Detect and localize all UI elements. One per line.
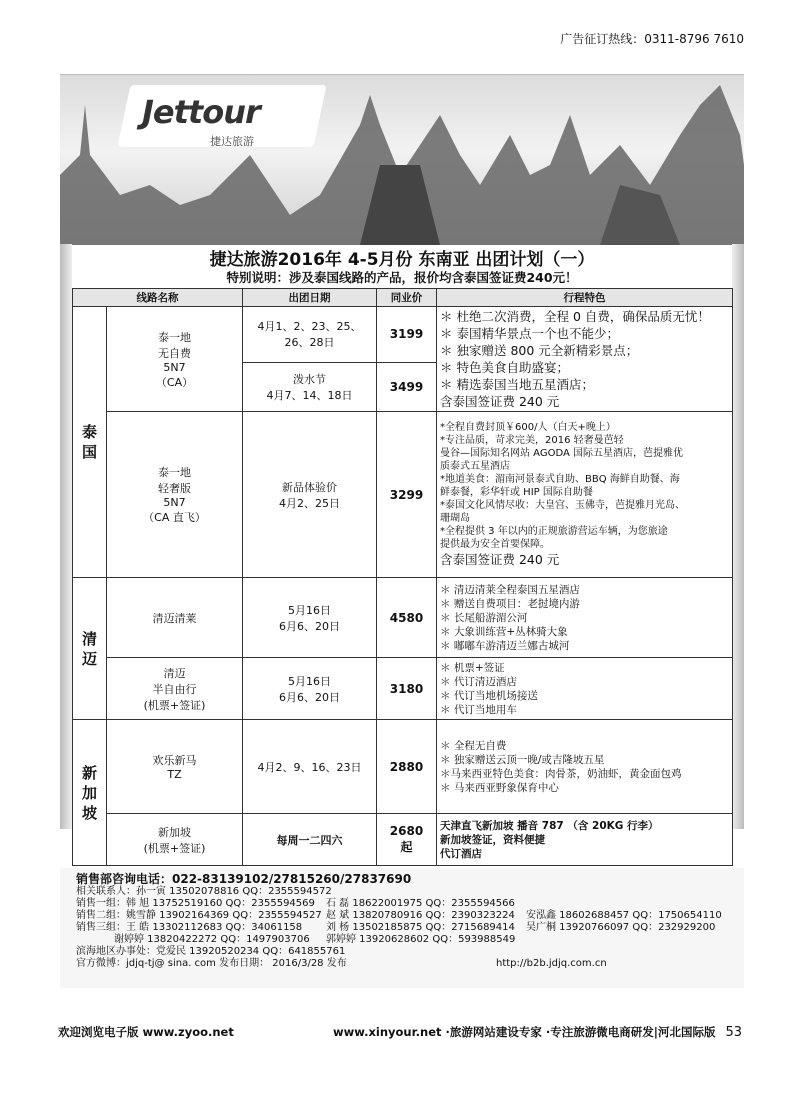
contact-line: 相关联系人：孙一寅 13502078816 QQ：2355594572 — [76, 886, 332, 897]
price: 3499 — [377, 362, 437, 411]
price: 3199 — [377, 307, 437, 363]
table-row — [73, 578, 733, 658]
right-decor — [732, 244, 744, 829]
route-name: 清迈 半自由行 (机票+签证) — [107, 658, 243, 720]
ad-hotline: 广告征订热线：0311-8796 7610 — [560, 32, 744, 46]
depart-date: 泼水节 4月7、14、18日 — [243, 362, 377, 411]
depart-date: 5月16日 6月6、20日 — [243, 658, 377, 720]
contact-line: 滨海地区办事处：党爱民 13920520234 QQ：641855761 — [76, 946, 346, 957]
region-chiangmai: 清 迈 — [73, 578, 107, 720]
table-row — [73, 412, 733, 578]
depart-date: 5月16日 6月6、20日 — [243, 578, 377, 658]
sales-hotline: 销售部咨询电话：022-83139102/27815260/27837690 — [76, 872, 412, 886]
header-price: 同业价 — [377, 289, 437, 307]
price: 2880 — [377, 720, 437, 814]
itinerary-table — [72, 288, 733, 866]
depart-date: 4月1、2、23、25、 26、28日 — [243, 307, 377, 363]
itinerary-section — [72, 244, 732, 866]
route-name: 欢乐新马 TZ — [107, 720, 243, 814]
price: 3299 — [377, 412, 437, 578]
logo-text: Jettour — [142, 93, 260, 131]
header-date: 出团日期 — [243, 289, 377, 307]
left-decor — [60, 244, 72, 829]
contact-section — [76, 872, 726, 970]
depart-date: 新品体验价 4月2、25日 — [243, 412, 377, 578]
logo-subtext: 捷达旅游 — [210, 135, 254, 148]
price: 3180 — [377, 658, 437, 720]
table-header — [73, 289, 733, 307]
features: ＊ 机票+签证 ＊ 代订清迈酒店 ＊ 代订当地机场接送 ＊ 代订当地用车 — [437, 658, 733, 720]
depart-date: 每周一二四六 — [243, 814, 377, 866]
table-row — [73, 720, 733, 814]
header-route: 线路名称 — [73, 289, 243, 307]
footer-left: 欢迎浏览电子版 www.zyoo.net — [58, 1025, 234, 1039]
route-name: 泰一地 无自费 5N7 （CA） — [107, 307, 243, 412]
features: ＊ 杜绝二次消费，全程 0 自费，确保品质无忧！ ＊ 泰国精华景点一个也不能少； ＊ 独家赠送 800 元全新精彩景点； ＊ 特色美食自助盛宴； ＊ 精选泰国当地五星酒店； 含泰国签证费 240 元 — [437, 307, 733, 412]
header-feature: 行程特色 — [437, 289, 733, 307]
contact-line: 销售三组：王 皓 13302112683 QQ：34061158 刘 杨 13502185875 QQ：2715689414 吴广桐 13920766097 QQ：232929200 — [76, 922, 716, 933]
features: ＊ 全程无自费 ＊ 独家赠送云顶一晚/或吉隆坡五星 ＊马来西亚特色美食：肉骨茶，奶油虾，黄金面包鸡 ＊ 马来西亚野象保育中心 — [437, 720, 733, 814]
route-name: 新加坡 (机票+签证) — [107, 814, 243, 866]
contact-line: 谢婷婷 13820422272 QQ：1497903706 郭婷婷 13920628602 QQ：593988549 — [114, 934, 516, 945]
banner-image — [60, 74, 744, 245]
region-singapore: 新 加 坡 — [73, 720, 107, 866]
table-row — [73, 814, 733, 866]
page-number: 53 — [725, 1025, 742, 1040]
price: 2680 起 — [377, 814, 437, 866]
page-footer — [58, 1024, 742, 1040]
page-subtitle: 特别说明：涉及泰国线路的产品，报价均含泰国签证费240元！ — [226, 270, 578, 285]
route-name: 泰一地 轻奢版 5N7 （CA 直飞） — [107, 412, 243, 578]
route-name: 清迈清莱 — [107, 578, 243, 658]
table-row — [73, 307, 733, 363]
table-row — [73, 658, 733, 720]
features: 天津直飞新加坡 播音 787 （含 20KG 行李） 新加坡签证，资料便捷 代订酒店 — [437, 814, 733, 866]
contact-line: 销售一组：韩 旭 13752519160 QQ：2355594569 石 磊 18622001975 QQ：2355594566 — [76, 898, 515, 909]
features: *全程自费封顶￥600/人（白天+晚上） *专注品质，苛求完美，2016 轻奢曼芭轻 曼谷—国际知名网站 AGODA 国际五星酒店，芭提雅优 质泰式五星酒店 *地道美食：湄南河景泰式自助、BBQ 海鲜自助餐、海 鲜泰餐，彩华轩或 HIP 国际自助餐 *泰国文化风情尽收：大皇宫、玉佛寺，芭提雅月光岛、 珊瑚岛 *全程提供 3 年以内的正规旅游营运车辆，为您旅途 提供最为安全首要保障。 含泰国签证费 240 元 — [437, 412, 733, 578]
features: ＊ 清迈清莱全程泰国五星酒店 ＊ 赠送自费项目：老挝境内游 ＊ 长尾船游湄公河 ＊ 大象训练营+丛林骑大象 ＊ 嘟嘟车游清迈兰娜古城河 — [437, 578, 733, 658]
contact-line: 销售二组：姚雪静 13902164369 QQ：2355594527 赵 斌 13820780916 QQ：2390323224 安泓鑫 18602688457 QQ：1750654110 — [76, 910, 722, 921]
price: 4580 — [377, 578, 437, 658]
page-title: 捷达旅游2016年 4-5月份 东南亚 出团计划（一） — [209, 250, 595, 270]
depart-date: 4月2、9、16、23日 — [243, 720, 377, 814]
region-thailand: 泰 国 — [73, 307, 107, 578]
contact-line: 官方微博：jdjq-tj@ sina. com 发布日期： 2016/3/28 发布 http://b2b.jdjq.com.cn — [76, 958, 607, 969]
footer-right: www.xinyour.net ·旅游网站建设专家 ·专注旅游微电商研发|河北国际版 — [332, 1025, 716, 1039]
